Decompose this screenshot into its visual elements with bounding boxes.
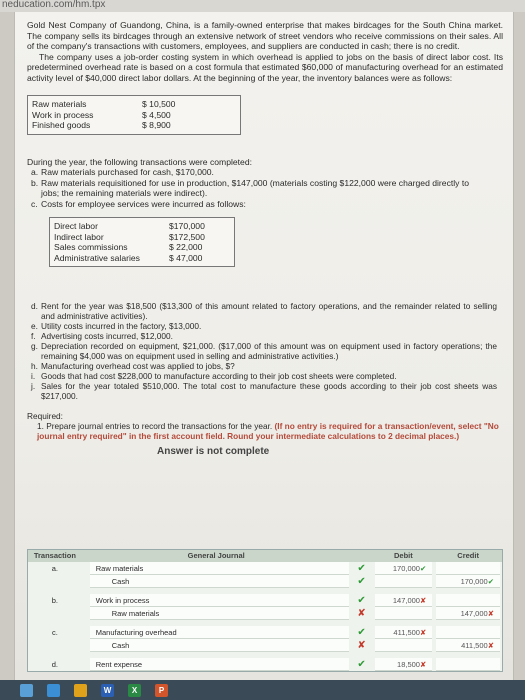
- credit-input[interactable]: [436, 639, 500, 652]
- labor-costs-table: [49, 217, 235, 267]
- account-select[interactable]: Work in process: [90, 594, 349, 607]
- transaction-text: Goods that had cost $228,000 to manufacture according to their job cost sheets were completed.: [41, 371, 397, 381]
- transaction-label: [28, 575, 82, 588]
- account-cell[interactable]: [82, 594, 351, 607]
- inventory-label: Work in process: [32, 109, 94, 120]
- debit-cell[interactable]: [373, 607, 435, 620]
- transaction-label: d.: [51, 660, 59, 669]
- labor-row: [54, 221, 230, 232]
- transaction-marker: i.: [31, 371, 36, 381]
- debit-cell[interactable]: [373, 658, 435, 671]
- debit-cell[interactable]: [373, 562, 435, 575]
- account-select[interactable]: Raw materials: [90, 562, 349, 575]
- debit-value: 147,000: [392, 596, 420, 605]
- account-select[interactable]: Cash: [90, 575, 349, 588]
- labor-row: [54, 242, 230, 253]
- debit-input[interactable]: [375, 626, 433, 639]
- debit-input[interactable]: [375, 607, 433, 620]
- debit-input[interactable]: [375, 575, 433, 588]
- transaction-marker: g.: [31, 341, 38, 351]
- credit-value: 147,000: [460, 609, 488, 618]
- incorrect-x-icon: ✘: [357, 608, 366, 619]
- debit-input[interactable]: [375, 639, 433, 652]
- account-cell[interactable]: [82, 575, 351, 588]
- account-cell[interactable]: [82, 658, 351, 671]
- debit-cell[interactable]: [373, 639, 435, 652]
- labor-label: Administrative salaries: [54, 252, 140, 263]
- credit-cell[interactable]: [434, 575, 502, 588]
- credit-value: 411,500: [461, 641, 488, 650]
- inventory-label: Raw materials: [32, 99, 87, 109]
- labor-row: [54, 232, 230, 243]
- transaction-label: b.: [51, 596, 59, 605]
- finder-icon[interactable]: [20, 684, 33, 697]
- correct-check-icon: ✔: [487, 577, 494, 586]
- labor-label: Indirect labor: [54, 231, 104, 242]
- intro-paragraph-1: Gold Nest Company of Guandong, China, is a family-owned enterprise that makes birdcages for the South China market. The company sells its birdcages through an extensive network of street vendors who receive commissions on their sales. All of the company's transactions with customers, employees, and suppliers are conducted in cash; there is no credit.: [27, 20, 503, 51]
- transaction-text: Advertising costs incurred, $12,000.: [41, 331, 173, 341]
- transaction-item: [31, 341, 503, 361]
- header-general-journal: General Journal: [187, 551, 245, 560]
- required-note: (If no entry is required for a transaction/event, select "No journal entry required" in the first account field. Round your intermediate calculations to 2 decimal places.): [37, 421, 499, 441]
- transaction-item: [31, 361, 503, 371]
- labor-row: [54, 253, 230, 264]
- required-instruction-text: 1. Prepare journal entries to record the transactions for the year.: [37, 421, 273, 431]
- journal-row: [28, 562, 502, 575]
- credit-input[interactable]: [436, 594, 500, 607]
- transaction-label: a.: [51, 564, 59, 573]
- correct-check-icon: ✔: [357, 627, 366, 638]
- transaction-label: [28, 607, 82, 620]
- later-transactions-list: [27, 301, 503, 401]
- transaction-text: Costs for employee services were incurred as follows:: [41, 198, 246, 209]
- problem-intro: [27, 20, 503, 83]
- browser-url[interactable]: neducation.com/hm.tpx: [0, 0, 525, 12]
- account-cell[interactable]: [82, 639, 351, 652]
- credit-cell[interactable]: [434, 562, 502, 575]
- powerpoint-icon[interactable]: P: [155, 684, 168, 697]
- credit-value: 170,000: [460, 577, 488, 586]
- transaction-marker: c.: [31, 198, 38, 209]
- debit-input[interactable]: [375, 658, 433, 671]
- transaction-item: [31, 167, 503, 178]
- account-select[interactable]: Cash: [90, 639, 349, 652]
- credit-input[interactable]: [436, 562, 500, 575]
- labor-value: $172,500: [169, 231, 205, 242]
- transaction-text: Sales for the year totaled $510,000. The total cost to manufacture these goods according to their job cost sheets was $217,000.: [41, 381, 497, 401]
- inventory-label: Finished goods: [32, 120, 91, 130]
- credit-input[interactable]: [436, 658, 500, 671]
- journal-row: [28, 594, 502, 607]
- account-select[interactable]: Raw materials: [90, 607, 349, 620]
- safari-icon[interactable]: [47, 684, 60, 697]
- inventory-row: [32, 110, 236, 121]
- credit-cell[interactable]: [434, 594, 502, 607]
- transaction-text: Raw materials purchased for cash, $170,000.: [41, 167, 214, 177]
- journal-header: [28, 550, 502, 562]
- correct-check-icon: ✔: [357, 563, 366, 574]
- transaction-item: [31, 371, 503, 381]
- transaction-item: [31, 331, 503, 341]
- account-cell[interactable]: [82, 607, 351, 620]
- debit-value: 170,000: [392, 564, 420, 573]
- transaction-text: Manufacturing overhead cost was applied to jobs, $?: [41, 361, 235, 371]
- transaction-marker: b.: [31, 177, 39, 188]
- labor-value: $ 22,000: [169, 242, 203, 252]
- header-debit: Debit: [394, 551, 413, 560]
- taskbar: [0, 680, 525, 700]
- journal-row: [28, 639, 502, 652]
- debit-cell[interactable]: [373, 594, 435, 607]
- incorrect-x-icon: ✘: [419, 660, 427, 669]
- incorrect-x-icon: ✘: [487, 641, 494, 650]
- account-select[interactable]: Manufacturing overhead: [90, 626, 349, 639]
- transaction-label: c.: [51, 628, 58, 637]
- word-icon[interactable]: W: [101, 684, 114, 697]
- credit-cell[interactable]: [434, 639, 502, 652]
- required-instruction: [27, 421, 503, 441]
- debit-input[interactable]: [375, 562, 433, 575]
- transaction-marker: a.: [31, 167, 39, 177]
- credit-input[interactable]: [436, 626, 500, 639]
- answer-status-banner: Answer is not complete: [157, 446, 270, 457]
- chrome-icon[interactable]: [74, 684, 87, 697]
- transaction-label: [28, 639, 82, 652]
- transaction-item: [31, 178, 503, 199]
- credit-cell[interactable]: [434, 658, 502, 671]
- debit-cell[interactable]: [373, 626, 435, 639]
- debit-value: 18,500: [397, 660, 420, 669]
- inventory-table: [27, 95, 241, 135]
- incorrect-x-icon: ✘: [357, 640, 366, 651]
- credit-input[interactable]: [436, 575, 500, 588]
- transaction-item: [31, 381, 503, 401]
- credit-input[interactable]: [436, 607, 500, 620]
- labor-value: $ 47,000: [169, 252, 203, 263]
- debit-value: 411,500: [393, 628, 420, 637]
- inventory-value: $ 4,500: [142, 109, 171, 120]
- incorrect-x-icon: ✘: [419, 596, 427, 605]
- journal-row: [28, 626, 502, 639]
- transaction-marker: e.: [31, 321, 38, 331]
- transaction-text: Depreciation recorded on equipment, $21,000. ($17,000 of this amount was on equipment used in factory operations; the remaining $4,000 was on equipment used in selling and administrative activities.): [41, 341, 497, 361]
- correct-check-icon: ✔: [357, 595, 366, 606]
- required-section: [27, 411, 503, 441]
- journal-body: [28, 562, 502, 671]
- transaction-item: [31, 321, 503, 331]
- intro-paragraph-2: The company uses a job-order costing system in which overhead is applied to jobs on the basis of direct labor cost. Its predetermined overhead rate is based on a cost formula that estimated $60,000 of manufacturing overhead for an estimated activity level of $40,000 direct labor dollars. At the beginning of the year, the inventory balances were as follows:: [27, 51, 503, 83]
- account-cell[interactable]: [82, 562, 351, 575]
- transaction-text: Utility costs incurred in the factory, $13,000.: [41, 321, 202, 331]
- labor-label: Direct labor: [54, 221, 98, 231]
- correct-check-icon: ✔: [357, 576, 366, 587]
- debit-input[interactable]: [375, 594, 433, 607]
- account-select[interactable]: Rent expense: [90, 658, 349, 671]
- incorrect-x-icon: ✘: [487, 609, 494, 618]
- transaction-marker: j.: [31, 381, 36, 391]
- transaction-item: [31, 301, 503, 321]
- inventory-row: [32, 99, 236, 110]
- credit-cell[interactable]: [434, 626, 502, 639]
- transaction-text: Raw materials requisitioned for use in production, $147,000 (materials costing $122,000 were charged directly to jobs; the remaining materials were indirect).: [41, 177, 470, 198]
- debit-cell[interactable]: [373, 575, 435, 588]
- header-credit: Credit: [457, 551, 479, 560]
- correct-check-icon: ✔: [419, 564, 427, 573]
- transaction-marker: f.: [31, 331, 36, 341]
- incorrect-x-icon: ✘: [419, 628, 427, 637]
- account-cell[interactable]: [82, 626, 351, 639]
- journal-row: [28, 607, 502, 620]
- journal-table: [27, 549, 503, 672]
- labor-label: Sales commissions: [54, 242, 128, 252]
- inventory-value: $ 10,500: [142, 99, 176, 109]
- problem-sheet: [14, 12, 514, 680]
- transaction-item: [31, 199, 503, 210]
- transaction-text: Rent for the year was $18,500 ($13,300 of this amount related to factory operations, and the remainder related to selling and administrative activities).: [41, 301, 497, 321]
- transaction-marker: h.: [31, 361, 38, 371]
- journal-row: [28, 575, 502, 588]
- transactions-list: [27, 167, 503, 209]
- credit-cell[interactable]: [434, 607, 502, 620]
- excel-icon[interactable]: X: [128, 684, 141, 697]
- inventory-row: [32, 120, 236, 131]
- labor-value: $170,000: [169, 221, 205, 231]
- correct-check-icon: ✔: [357, 659, 366, 670]
- required-title: Required:: [27, 411, 63, 421]
- journal-row: [28, 658, 502, 671]
- transaction-marker: d.: [31, 301, 38, 311]
- header-transaction: Transaction: [33, 551, 76, 560]
- transactions-lead: During the year, the following transactions were completed:: [27, 156, 252, 167]
- inventory-value: $ 8,900: [142, 120, 171, 130]
